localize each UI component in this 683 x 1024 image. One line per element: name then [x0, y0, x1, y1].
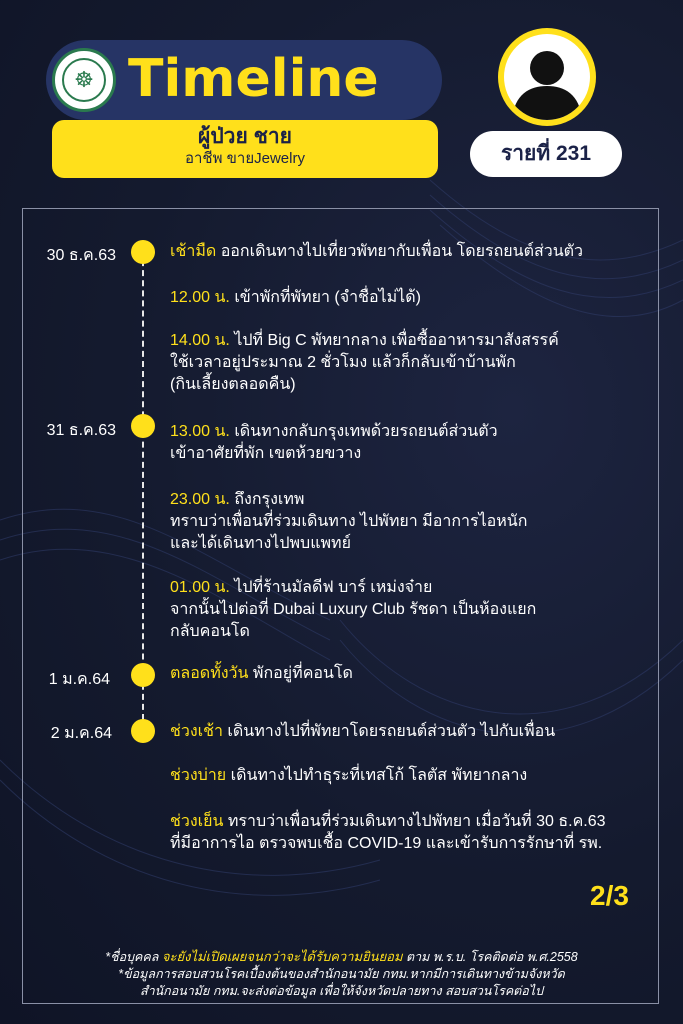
entry-line	[170, 421, 498, 443]
entry-line: เข้าอาศัยที่พัก เขตห้วยขวาง	[170, 445, 362, 462]
entry-line	[170, 489, 527, 511]
timeline-entry	[170, 765, 527, 787]
entry-line: จากนั้นไปต่อที่ Dubai Luxury Club รัชดา เป็นห้องแยก	[170, 601, 537, 618]
patient-title: ผู้ป่วย ชาย	[198, 125, 292, 148]
footer-disclaimer	[40, 948, 643, 1000]
page-number: 2/3	[590, 880, 629, 911]
footer-text: ตาม พ.ร.บ. โรคติดต่อ พ.ศ.2558	[402, 950, 578, 964]
timeline-dot	[131, 414, 155, 438]
timeline-entry	[170, 663, 353, 685]
entry-time: 13.00 น.	[170, 423, 230, 440]
person-silhouette-icon	[504, 34, 590, 120]
entry-line	[170, 577, 536, 599]
timeline-entry	[170, 721, 555, 743]
entry-time: ช่วงเย็น	[170, 813, 224, 830]
entry-text: เดินทางกลับกรุงเทพด้วยรถยนต์ส่วนตัว	[229, 423, 498, 440]
entry-time: 12.00 น.	[170, 289, 230, 306]
entry-text: ถึงกรุงเทพ	[229, 491, 305, 508]
entry-text: เข้าพักที่พัทยา (จำชื่อไม่ได้)	[229, 289, 421, 306]
entry-line: ทราบว่าเพื่อนที่ร่วมเดินทาง ไปพัทยา มีอาการไอหนัก	[170, 513, 528, 530]
entry-time: 01.00 น.	[170, 579, 230, 596]
footer-highlight: จะยังไม่เปิดเผยจนกว่าจะได้รับความยินยอม	[161, 949, 403, 964]
page-title: Timeline	[128, 49, 379, 109]
timeline-dot	[131, 663, 155, 687]
entry-line	[170, 811, 606, 833]
timeline-entry	[170, 287, 421, 309]
timeline-entry	[170, 489, 527, 555]
patient-info-box	[52, 120, 438, 178]
footer-text: *ชื่อบุคคล	[105, 950, 162, 964]
timeline-date: 2 ม.ค.64	[50, 725, 112, 742]
avatar	[498, 28, 596, 126]
entry-line: (กินเลี้ยงตลอดคืน)	[170, 376, 296, 393]
timeline-entry	[170, 811, 606, 855]
entry-time: ตลอดทั้งวัน	[170, 665, 249, 682]
footer-line	[40, 948, 643, 966]
logo-emblem-icon: ☸	[62, 58, 106, 102]
entry-time: 23.00 น.	[170, 491, 230, 508]
entry-text: ออกเดินทางไปเที่ยวพัทยากับเพื่อน โดยรถยนต์ส่วนตัว	[216, 243, 584, 260]
bma-logo-icon	[52, 48, 116, 112]
entry-line	[170, 765, 527, 787]
timeline-line	[142, 250, 144, 720]
entry-line: ใช้เวลาอยู่ประมาณ 2 ชั่วโมง แล้วก็กลับเข้าบ้านพัก	[170, 354, 516, 371]
footer-line: สำนักอนามัย กทม.จะส่งต่อข้อมูล เพื่อให้จังหวัดปลายทาง สอบสวนโรคต่อไป	[139, 984, 544, 998]
entry-text: ไปที่ Big C พัทยากลาง เพื่อซื้ออาหารมาสังสรรค์	[229, 332, 559, 349]
timeline-date: 31 ธ.ค.63	[46, 422, 116, 439]
entry-text: พักอยู่ที่คอนโด	[248, 665, 353, 682]
timeline-entry	[170, 330, 559, 396]
entry-line: กลับคอนโด	[170, 623, 250, 640]
footer-line: *ข้อมูลการสอบสวนโรคเบื้องต้นของสำนักอนามัย กทม.หากมีการเดินทางข้ามจังหวัด	[118, 967, 565, 981]
timeline-entry	[170, 241, 583, 263]
timeline-dot	[131, 719, 155, 743]
entry-time: ช่วงเช้า	[170, 723, 223, 740]
entry-line	[170, 330, 559, 352]
entry-text: ไปที่ร้านมัลดีฟ บาร์ เหม่งจ๋าย	[229, 579, 433, 596]
entry-time: 14.00 น.	[170, 332, 230, 349]
timeline-dot	[131, 240, 155, 264]
patient-occupation: อาชีพ ขายJewelry	[185, 150, 305, 167]
entry-line	[170, 241, 583, 263]
entry-line: และได้เดินทางไปพบแพทย์	[170, 535, 351, 552]
entry-text: เดินทางไปทำธุระที่เทสโก้ โลตัส พัทยากลาง	[226, 767, 528, 784]
timeline-entry	[170, 577, 536, 643]
timeline-entry	[170, 421, 498, 465]
entry-line	[170, 721, 555, 743]
timeline-date: 30 ธ.ค.63	[46, 247, 116, 264]
entry-text: ทราบว่าเพื่อนที่ร่วมเดินทางไปพัทยา เมื่อวันที่ 30 ธ.ค.63	[223, 813, 606, 830]
timeline-date: 1 ม.ค.64	[48, 671, 110, 688]
entry-line	[170, 663, 353, 685]
entry-line	[170, 287, 421, 309]
entry-line: ที่มีอาการไอ ตรวจพบเชื้อ COVID-19 และเข้ารับการรักษาที่ รพ.	[170, 835, 603, 852]
case-number-badge: รายที่ 231	[470, 131, 622, 177]
entry-time: เช้ามืด	[170, 243, 217, 260]
entry-time: ช่วงบ่าย	[170, 767, 227, 784]
entry-text: เดินทางไปที่พัทยาโดยรถยนต์ส่วนตัว ไปกับเพื่อน	[222, 723, 556, 740]
